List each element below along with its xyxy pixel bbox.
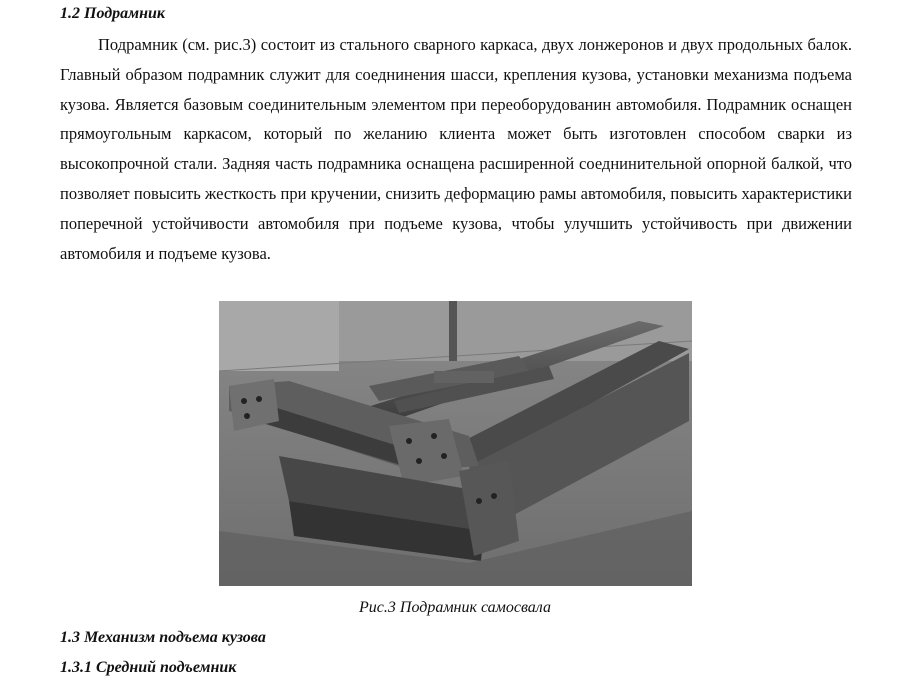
subframe-description-paragraph: Подрамник (см. рис.3) состоит из стального сварного каркаса, двух лонжеронов и двух продольных балок. Главный образом подрамник служит для соеднинения шасси, крепления кузова, установки механизма подъема кузова. Является базовым соединительным элементом при переоборудованин автомобиля. Подрамник оснащен прямоугольным каркасом, который по желанию клиента может быть изготовлен способом сварки из высокопрочной стали. Задняя часть подрамника оснащена расширенной соеднинительной опорной балкой, что позволяет повысить жесткость при кручении, снизить деформацию рамы автомобиля, повысить характеристики поперечной устойчивости автомобиля при подъеме кузова, чтобы улучшить устойчивость при движении автомобиля и подъеме кузова.: [60, 35, 852, 263]
section-heading-1-3-1: 1.3.1 Средний подъемник: [60, 659, 237, 676]
figure-caption: Рис.3 Подрамник самосвала: [359, 599, 551, 616]
section-heading-1-3: 1.3 Механизм подъема кузова: [60, 629, 266, 646]
subframe-photo: [219, 301, 692, 586]
section-heading-1-2: 1.2 Подрамник: [60, 5, 166, 22]
